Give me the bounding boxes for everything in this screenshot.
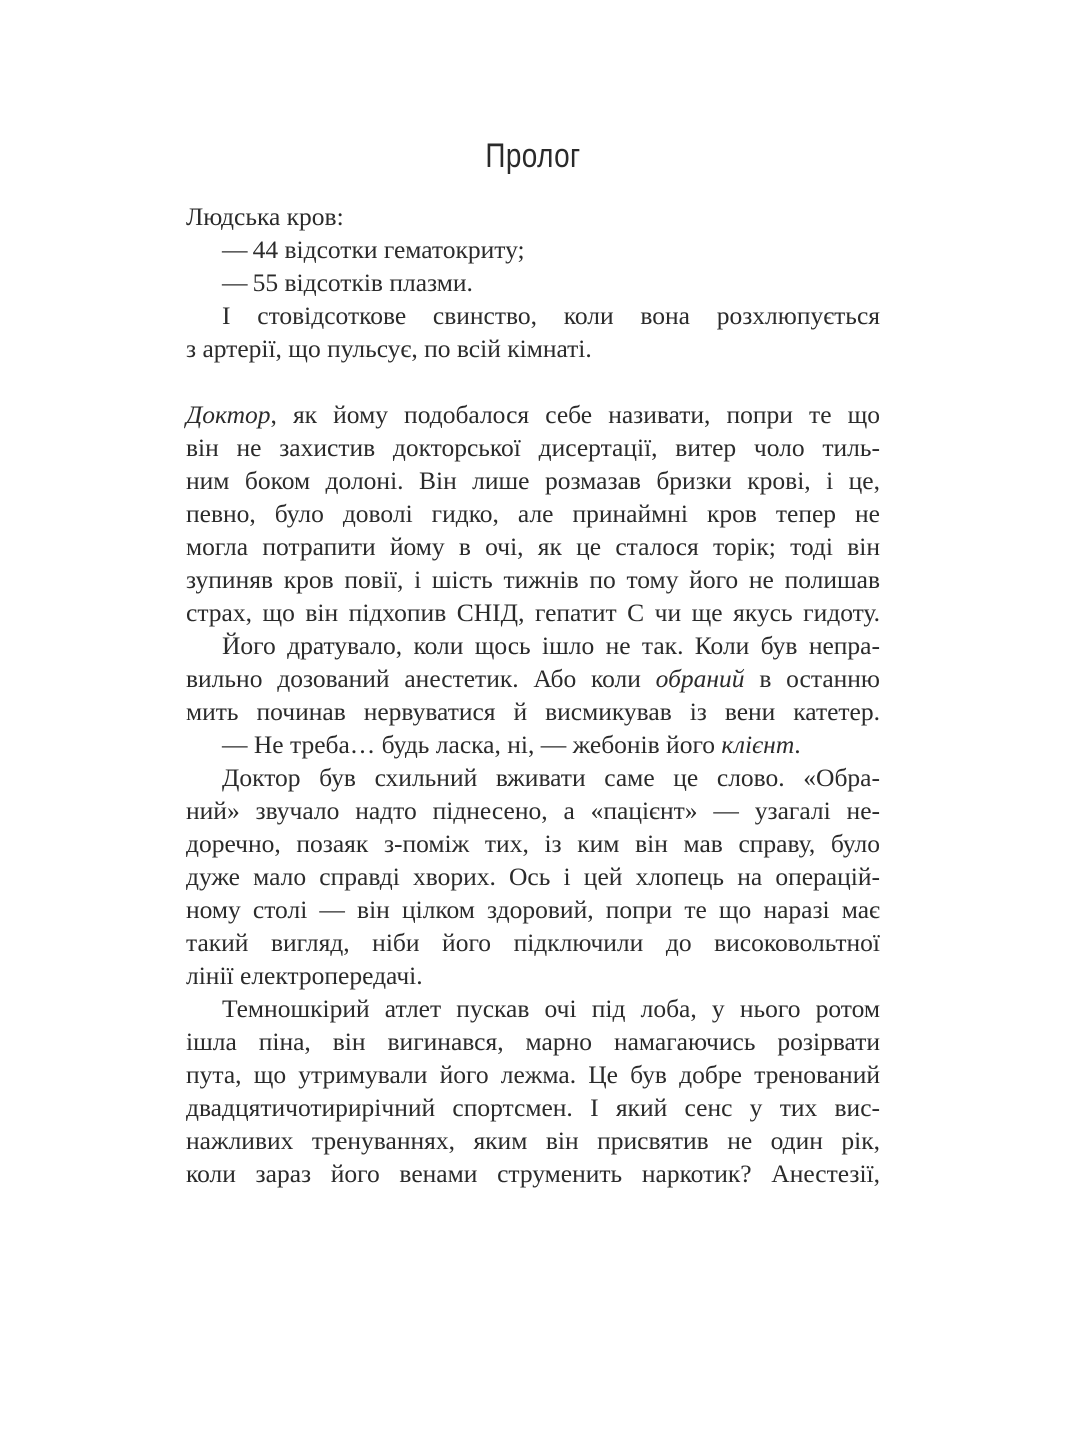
text-line: Його дратувало, коли щось ішло не так. Коли був непра- [222,631,880,660]
text-line: коли зараз його венами струменить наркотик? Анестезії, [186,1159,880,1188]
text-line: зупиняв кров повії, і шість тижнів по тому його не полишав [186,565,880,594]
text-line: ішла піна, він вигинався, марно намагаючись розірвати [186,1027,880,1056]
text-line: вильно дозований анестетик. Або коли обраний в останню [186,664,880,693]
page-body-text [186,200,880,1190]
text-line: І стовідсоткове свинство, коли вона розхлюпується [222,301,880,330]
text-line: Доктор, як йому подобалося себе називати, попри те що [186,400,880,429]
text-line: певно, було доволі гидко, але принаймні кров тепер не [186,499,880,528]
text-line: з артерії, що пульсує, по всій кімнаті. [186,334,592,363]
text-line: страх, що він підхопив СНІД, гепатит С чи ще якусь гидоту. [186,598,880,627]
text-line: нажливих тренуваннях, яким він присвятив не один рік, [186,1126,880,1155]
text-line: такий вигляд, ніби його підключили до високовольтної [186,928,880,957]
text-line: мить починав нервуватися й висмикував із вени катетер. [186,697,880,726]
text-line: доречно, позаяк з-поміж тих, із ким він мав справу, було [186,829,880,858]
text-line: дуже мало справді хворих. Ось і цей хлопець на операцій- [186,862,880,891]
text-line: могла потрапити йому в очі, як це сталося торік; тоді він [186,532,880,561]
text-line: — 44 відсотки гематокриту; [222,235,525,264]
text-line: пута, що утримували його лежма. Це був добре тренований [186,1060,880,1089]
book-page [186,130,880,1190]
chapter-title: Пролог [485,137,581,175]
text-line: ному столі — він цілком здоровий, попри те що наразі має [186,895,880,924]
italic-term: обраний [655,664,745,693]
text-line: двадцятичотирирічний спортсмен. І який сенс у тих вис- [186,1093,880,1122]
text-line: лінії електропередачі. [186,961,423,990]
text-line: ним боком долоні. Він лише розмазав бризки крові, і це, [186,466,880,495]
text-line: — 55 відсотків плазми. [222,268,473,297]
text-line: — Не треба… будь ласка, ні, — жебонів його клієнт. [222,730,801,759]
text-line: Доктор був схильний вживати саме це слово. «Обра- [222,763,880,792]
text-line: Темношкірий атлет пускав очі під лоба, у нього ротом [222,994,880,1023]
text-line: він не захистив докторської дисертації, витер чоло тиль- [186,433,880,462]
text-line: Людська кров: [186,202,344,231]
italic-term: Доктор [186,400,271,429]
paragraph-gap [186,365,880,398]
italic-term: клієнт [721,730,795,759]
text-line: ний» звучало надто піднесено, а «пацієнт» — узагалі не- [186,796,880,825]
